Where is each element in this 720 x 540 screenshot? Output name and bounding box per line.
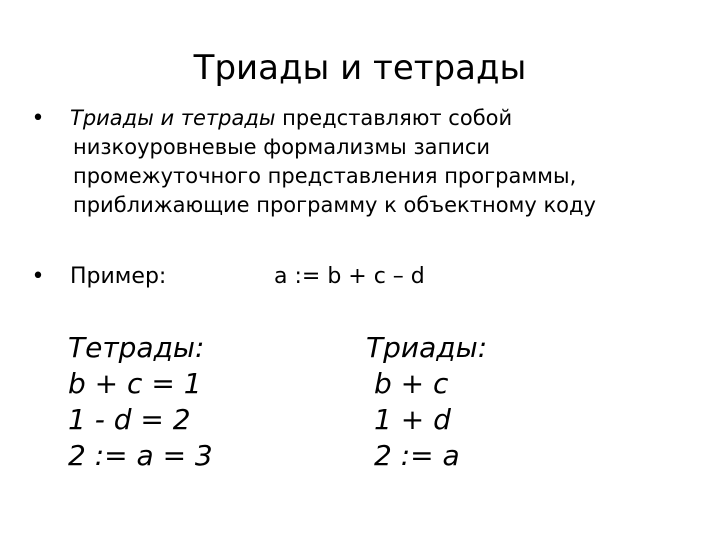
example-expression: a := b + c – d (274, 264, 425, 289)
definition-line-2: низкоуровневые формализмы записи (73, 135, 491, 159)
tetrad-row: 1 - d = 2 (68, 403, 191, 436)
slide-title: Триады и тетрады (193, 48, 527, 88)
definition-italic-lead: Триады и тетрады (70, 106, 276, 130)
triads-column (366, 330, 487, 474)
triad-row: 2 := a (374, 439, 460, 472)
bullet-marker: • (31, 106, 45, 131)
definition-line-1-rest: представляют собой (275, 106, 513, 130)
triad-row: 1 + d (374, 403, 451, 436)
tetrads-heading: Тетрады: (68, 331, 205, 364)
tetrad-row: b + c = 1 (68, 367, 202, 400)
bullet-marker: • (31, 264, 45, 289)
definition-line-1 (70, 104, 710, 133)
definition-line-4: приближающие программу к объектному коду (73, 193, 596, 217)
tetrad-row: 2 := a = 3 (68, 439, 213, 472)
tetrads-column (68, 330, 213, 474)
definition-paragraph (70, 104, 710, 220)
triads-heading: Триады: (366, 331, 488, 364)
definition-line-3: промежуточного представления программы, (73, 164, 577, 188)
example-label: Пример: (70, 264, 167, 289)
triad-row: b + c (374, 367, 449, 400)
